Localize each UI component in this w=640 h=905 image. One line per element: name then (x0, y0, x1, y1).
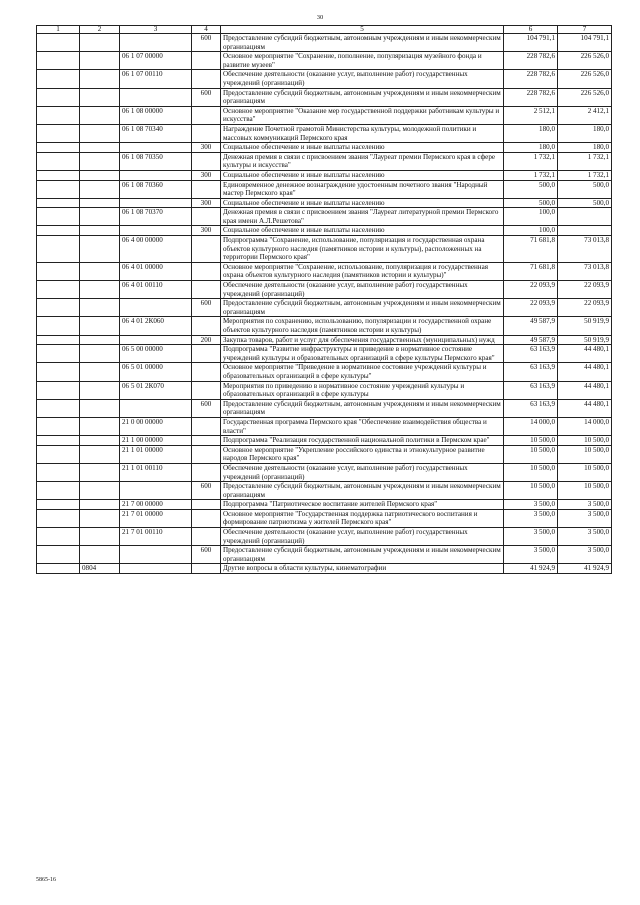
cell-target-code (120, 299, 192, 317)
cell-target-code: 21 1 00 00000 (120, 436, 192, 446)
cell-target-code: 21 7 01 00110 (120, 528, 192, 546)
cell-section (37, 509, 80, 527)
cell-expense-type (192, 317, 221, 335)
cell-target-code: 06 1 08 70350 (120, 152, 192, 170)
cell-expense-type (192, 52, 221, 70)
cell-expense-type: 600 (192, 299, 221, 317)
table-row (37, 546, 612, 564)
cell-description: Социальное обеспечение и иные выплаты населению (221, 226, 504, 236)
cell-amount-year2: 3 500,0 (558, 500, 612, 510)
cell-subsection (80, 363, 120, 381)
cell-section (37, 152, 80, 170)
cell-section (37, 345, 80, 363)
table-row (37, 299, 612, 317)
column-header: 3 (120, 26, 192, 34)
cell-description: Подпрограмма "Реализация государственной национальной политики в Пермском крае" (221, 436, 504, 446)
table-row (37, 152, 612, 170)
cell-section (37, 226, 80, 236)
table-row (37, 528, 612, 546)
footer-code: 5865-16 (36, 877, 56, 883)
cell-subsection (80, 399, 120, 417)
cell-expense-type (192, 281, 221, 299)
cell-amount-year1: 1 732,1 (504, 152, 558, 170)
cell-description: Мероприятия по сохранению, использованию, популяризации и государственной охране объектов культурного наследия (памятников истории и культуры) (221, 317, 504, 335)
cell-description: Социальное обеспечение и иные выплаты населению (221, 198, 504, 208)
table-row (37, 345, 612, 363)
cell-expense-type (192, 528, 221, 546)
table-row (37, 143, 612, 153)
cell-subsection: 0804 (80, 564, 120, 574)
cell-description: Предоставление субсидий бюджетным, автономным учреждениям и иным некоммерческим организациям (221, 482, 504, 500)
cell-section (37, 317, 80, 335)
cell-amount-year2: 44 480,1 (558, 363, 612, 381)
table-row (37, 445, 612, 463)
cell-amount-year1: 22 093,9 (504, 281, 558, 299)
cell-subsection (80, 299, 120, 317)
cell-amount-year2: 2 412,1 (558, 106, 612, 124)
cell-amount-year2: 14 000,0 (558, 417, 612, 435)
cell-expense-type (192, 106, 221, 124)
cell-section (37, 417, 80, 435)
cell-subsection (80, 436, 120, 446)
table-row (37, 262, 612, 280)
cell-target-code: 06 4 00 00000 (120, 236, 192, 263)
cell-expense-type (192, 500, 221, 510)
cell-subsection (80, 226, 120, 236)
cell-amount-year1: 180,0 (504, 143, 558, 153)
cell-subsection (80, 180, 120, 198)
cell-target-code: 21 7 01 00000 (120, 509, 192, 527)
cell-expense-type (192, 363, 221, 381)
cell-expense-type (192, 381, 221, 399)
table-row (37, 281, 612, 299)
cell-expense-type (192, 417, 221, 435)
cell-amount-year1: 63 163,9 (504, 399, 558, 417)
cell-description: Обеспечение деятельности (оказание услуг, выполнение работ) государственных учреждений (организаций) (221, 70, 504, 88)
cell-subsection (80, 236, 120, 263)
cell-subsection (80, 70, 120, 88)
cell-subsection (80, 143, 120, 153)
cell-amount-year2 (558, 208, 612, 226)
cell-description: Предоставление субсидий бюджетным, автономным учреждениям и иным некоммерческим организациям (221, 399, 504, 417)
cell-amount-year1: 14 000,0 (504, 417, 558, 435)
cell-amount-year2: 73 013,8 (558, 236, 612, 263)
cell-amount-year1: 228 782,6 (504, 52, 558, 70)
table-row (37, 417, 612, 435)
table-row (37, 317, 612, 335)
cell-amount-year1: 10 500,0 (504, 463, 558, 481)
cell-description: Денежная премия в связи с присвоением звания "Лауреат премии Пермского края в сфере культуры и искусства" (221, 152, 504, 170)
cell-expense-type (192, 124, 221, 142)
cell-description: Подпрограмма "Сохранение, использование, популяризация и государственная охрана объектов культурного наследия (памятников истории и культуры), расположенных на территории Пермского края" (221, 236, 504, 263)
cell-expense-type (192, 436, 221, 446)
cell-amount-year2: 44 480,1 (558, 345, 612, 363)
cell-amount-year1: 500,0 (504, 180, 558, 198)
cell-amount-year1: 63 163,9 (504, 363, 558, 381)
cell-subsection (80, 445, 120, 463)
column-header: 1 (37, 26, 80, 34)
cell-amount-year2: 10 500,0 (558, 436, 612, 446)
cell-target-code: 21 0 00 00000 (120, 417, 192, 435)
cell-expense-type: 600 (192, 546, 221, 564)
cell-section (37, 445, 80, 463)
cell-amount-year2: 500,0 (558, 180, 612, 198)
cell-subsection (80, 208, 120, 226)
cell-section (37, 124, 80, 142)
cell-expense-type: 300 (192, 198, 221, 208)
cell-subsection (80, 482, 120, 500)
cell-target-code: 21 7 00 00000 (120, 500, 192, 510)
cell-amount-year2: 22 093,9 (558, 281, 612, 299)
cell-amount-year1: 10 500,0 (504, 436, 558, 446)
cell-expense-type: 300 (192, 226, 221, 236)
cell-description: Основное мероприятие "Сохранение, использование, популяризация и государственная охрана объектов культурного наследия (памятников истории и культуры)" (221, 262, 504, 280)
table-row (37, 335, 612, 345)
cell-amount-year1: 63 163,9 (504, 345, 558, 363)
cell-amount-year2: 44 480,1 (558, 381, 612, 399)
cell-description: Социальное обеспечение и иные выплаты населению (221, 170, 504, 180)
cell-amount-year1: 2 512,1 (504, 106, 558, 124)
cell-section (37, 180, 80, 198)
budget-table (36, 25, 612, 574)
cell-section (37, 463, 80, 481)
header-row (37, 26, 612, 34)
table-row (37, 106, 612, 124)
cell-target-code: 06 1 07 00110 (120, 70, 192, 88)
cell-subsection (80, 417, 120, 435)
cell-target-code (120, 335, 192, 345)
cell-description: Предоставление субсидий бюджетным, автономным учреждениям и иным некоммерческим организациям (221, 299, 504, 317)
cell-target-code: 06 5 01 00000 (120, 363, 192, 381)
table-row (37, 52, 612, 70)
cell-section (37, 564, 80, 574)
table-body (37, 34, 612, 574)
cell-section (37, 106, 80, 124)
cell-target-code (120, 34, 192, 52)
cell-amount-year2: 226 526,0 (558, 52, 612, 70)
column-header: 2 (80, 26, 120, 34)
cell-description: Основное мероприятие "Приведение в нормативное состояние учреждений культуры и образовательных организаций в сфере культуры" (221, 363, 504, 381)
cell-target-code: 06 1 07 00000 (120, 52, 192, 70)
cell-description: Социальное обеспечение и иные выплаты населению (221, 143, 504, 153)
table-row (37, 463, 612, 481)
table-row (37, 208, 612, 226)
cell-section (37, 34, 80, 52)
table-row (37, 381, 612, 399)
cell-amount-year1: 100,0 (504, 208, 558, 226)
cell-expense-type: 600 (192, 88, 221, 106)
cell-description: Основное мероприятие "Укрепление российского единства и этнокультурное развитие народов Пермского края" (221, 445, 504, 463)
cell-subsection (80, 88, 120, 106)
cell-amount-year2: 50 919,9 (558, 317, 612, 335)
cell-expense-type (192, 236, 221, 263)
cell-amount-year2: 10 500,0 (558, 482, 612, 500)
table-row (37, 399, 612, 417)
cell-section (37, 500, 80, 510)
cell-amount-year1: 63 163,9 (504, 381, 558, 399)
cell-subsection (80, 345, 120, 363)
cell-description: Подпрограмма "Развитие инфраструктуры и приведение в нормативное состояние учреждений культуры и образовательных организаций в сфере культуры Пермского края" (221, 345, 504, 363)
cell-target-code: 21 1 01 00000 (120, 445, 192, 463)
cell-amount-year1: 10 500,0 (504, 445, 558, 463)
table-row (37, 509, 612, 527)
cell-section (37, 299, 80, 317)
cell-amount-year1: 49 587,9 (504, 335, 558, 345)
cell-target-code (120, 399, 192, 417)
table-row (37, 88, 612, 106)
cell-amount-year1: 500,0 (504, 198, 558, 208)
cell-target-code (120, 564, 192, 574)
cell-section (37, 262, 80, 280)
cell-amount-year2: 180,0 (558, 124, 612, 142)
cell-description: Предоставление субсидий бюджетным, автономным учреждениям и иным некоммерческим организациям (221, 34, 504, 52)
cell-amount-year2: 22 093,9 (558, 299, 612, 317)
table-row (37, 436, 612, 446)
cell-section (37, 281, 80, 299)
cell-target-code (120, 482, 192, 500)
cell-subsection (80, 509, 120, 527)
cell-amount-year2: 104 791,1 (558, 34, 612, 52)
page-number: 30 (316, 14, 324, 21)
cell-amount-year1: 41 924,9 (504, 564, 558, 574)
cell-description: Денежная премия в связи с присвоением звания "Лауреат литературной премии Пермского края имени А.Л.Решетова" (221, 208, 504, 226)
cell-expense-type: 200 (192, 335, 221, 345)
cell-expense-type (192, 70, 221, 88)
cell-amount-year1: 100,0 (504, 226, 558, 236)
cell-subsection (80, 106, 120, 124)
cell-target-code: 06 4 01 00000 (120, 262, 192, 280)
cell-section (37, 399, 80, 417)
cell-section (37, 335, 80, 345)
table-row (37, 198, 612, 208)
cell-expense-type: 600 (192, 482, 221, 500)
cell-amount-year2: 1 732,1 (558, 152, 612, 170)
cell-section (37, 436, 80, 446)
cell-amount-year2: 41 924,9 (558, 564, 612, 574)
cell-amount-year2: 3 500,0 (558, 528, 612, 546)
cell-description: Предоставление субсидий бюджетным, автономным учреждениям и иным некоммерческим организациям (221, 546, 504, 564)
cell-subsection (80, 463, 120, 481)
cell-subsection (80, 198, 120, 208)
cell-description: Основное мероприятие "Сохранение, пополнение, популяризация музейного фонда и развитие музеев" (221, 52, 504, 70)
cell-target-code (120, 226, 192, 236)
column-header: 6 (504, 26, 558, 34)
cell-section (37, 236, 80, 263)
cell-subsection (80, 528, 120, 546)
cell-amount-year2: 226 526,0 (558, 70, 612, 88)
cell-amount-year2: 3 500,0 (558, 546, 612, 564)
cell-amount-year2 (558, 226, 612, 236)
cell-target-code: 21 1 01 00110 (120, 463, 192, 481)
cell-description: Предоставление субсидий бюджетным, автономным учреждениям и иным некоммерческим организациям (221, 88, 504, 106)
cell-expense-type: 300 (192, 170, 221, 180)
cell-section (37, 363, 80, 381)
column-header: 7 (558, 26, 612, 34)
cell-section (37, 528, 80, 546)
cell-description: Обеспечение деятельности (оказание услуг, выполнение работ) государственных учреждений (организаций) (221, 528, 504, 546)
cell-expense-type (192, 463, 221, 481)
cell-target-code: 06 1 08 70340 (120, 124, 192, 142)
cell-amount-year1: 228 782,6 (504, 70, 558, 88)
cell-description: Единовременное денежное вознаграждение удостоенным почетного звания "Народный мастер Пермского края" (221, 180, 504, 198)
table-row (37, 170, 612, 180)
cell-amount-year2: 50 919,9 (558, 335, 612, 345)
cell-subsection (80, 262, 120, 280)
cell-amount-year1: 71 681,8 (504, 236, 558, 263)
cell-subsection (80, 335, 120, 345)
cell-expense-type (192, 262, 221, 280)
cell-section (37, 198, 80, 208)
cell-amount-year2: 10 500,0 (558, 445, 612, 463)
cell-amount-year2: 44 480,1 (558, 399, 612, 417)
cell-target-code (120, 143, 192, 153)
cell-target-code: 06 5 00 00000 (120, 345, 192, 363)
cell-description: Основное мероприятие "Оказание мер государственной поддержки работникам культуры и искусства" (221, 106, 504, 124)
column-header: 4 (192, 26, 221, 34)
cell-description: Обеспечение деятельности (оказание услуг, выполнение работ) государственных учреждений (организаций) (221, 281, 504, 299)
table-row (37, 564, 612, 574)
cell-amount-year1: 228 782,6 (504, 88, 558, 106)
cell-amount-year2: 1 732,1 (558, 170, 612, 180)
table-row (37, 482, 612, 500)
cell-section (37, 88, 80, 106)
cell-amount-year1: 49 587,9 (504, 317, 558, 335)
cell-expense-type (192, 445, 221, 463)
cell-target-code (120, 546, 192, 564)
cell-section (37, 482, 80, 500)
table-row (37, 236, 612, 263)
cell-amount-year1: 71 681,8 (504, 262, 558, 280)
cell-section (37, 52, 80, 70)
cell-amount-year2: 3 500,0 (558, 509, 612, 527)
table-row (37, 124, 612, 142)
cell-section (37, 70, 80, 88)
cell-expense-type (192, 345, 221, 363)
cell-amount-year2: 226 526,0 (558, 88, 612, 106)
cell-target-code (120, 198, 192, 208)
cell-amount-year1: 3 500,0 (504, 546, 558, 564)
table-row (37, 34, 612, 52)
cell-expense-type (192, 180, 221, 198)
column-header: 5 (221, 26, 504, 34)
cell-target-code (120, 170, 192, 180)
cell-expense-type (192, 208, 221, 226)
cell-subsection (80, 152, 120, 170)
cell-amount-year1: 3 500,0 (504, 528, 558, 546)
cell-subsection (80, 317, 120, 335)
cell-expense-type: 300 (192, 143, 221, 153)
table-row (37, 500, 612, 510)
cell-amount-year2: 500,0 (558, 198, 612, 208)
cell-amount-year1: 22 093,9 (504, 299, 558, 317)
cell-description: Подпрограмма "Патриотическое воспитание жителей Пермского края" (221, 500, 504, 510)
cell-expense-type: 600 (192, 34, 221, 52)
cell-expense-type (192, 509, 221, 527)
table-row (37, 70, 612, 88)
cell-expense-type (192, 152, 221, 170)
cell-section (37, 143, 80, 153)
cell-description: Другие вопросы в области культуры, кинематографии (221, 564, 504, 574)
cell-subsection (80, 124, 120, 142)
cell-amount-year1: 3 500,0 (504, 500, 558, 510)
cell-amount-year1: 180,0 (504, 124, 558, 142)
cell-description: Мероприятия по приведению в нормативное состояние учреждений культуры и образовательных организаций в сфере культуры (221, 381, 504, 399)
cell-amount-year1: 1 732,1 (504, 170, 558, 180)
cell-subsection (80, 170, 120, 180)
cell-target-code: 06 4 01 00110 (120, 281, 192, 299)
cell-amount-year2: 180,0 (558, 143, 612, 153)
cell-amount-year1: 10 500,0 (504, 482, 558, 500)
cell-description: Награждение Почетной грамотой Министерства культуры, молодежной политики и массовых коммуникаций Пермского края (221, 124, 504, 142)
cell-amount-year1: 3 500,0 (504, 509, 558, 527)
table-row (37, 180, 612, 198)
table-row (37, 226, 612, 236)
cell-section (37, 381, 80, 399)
cell-description: Закупка товаров, работ и услуг для обеспечения государственных (муниципальных) нужд (221, 335, 504, 345)
cell-subsection (80, 381, 120, 399)
cell-target-code: 06 1 08 70370 (120, 208, 192, 226)
cell-section (37, 170, 80, 180)
cell-description: Государственная программа Пермского края "Обеспечение взаимодействия общества и власти" (221, 417, 504, 435)
cell-target-code: 06 5 01 2К070 (120, 381, 192, 399)
cell-section (37, 208, 80, 226)
cell-section (37, 546, 80, 564)
cell-target-code: 06 4 01 2К060 (120, 317, 192, 335)
cell-amount-year2: 10 500,0 (558, 463, 612, 481)
cell-amount-year1: 104 791,1 (504, 34, 558, 52)
cell-expense-type: 600 (192, 399, 221, 417)
cell-subsection (80, 500, 120, 510)
cell-description: Обеспечение деятельности (оказание услуг, выполнение работ) государственных учреждений (организаций) (221, 463, 504, 481)
cell-amount-year2: 73 013,8 (558, 262, 612, 280)
table-row (37, 363, 612, 381)
cell-expense-type (192, 564, 221, 574)
cell-subsection (80, 281, 120, 299)
cell-subsection (80, 546, 120, 564)
cell-subsection (80, 34, 120, 52)
cell-target-code: 06 1 08 00000 (120, 106, 192, 124)
cell-description: Основное мероприятие "Государственная поддержка патриотического воспитания и формирование патриотизма у жителей Пермского края" (221, 509, 504, 527)
cell-subsection (80, 52, 120, 70)
cell-target-code: 06 1 08 70360 (120, 180, 192, 198)
cell-target-code (120, 88, 192, 106)
